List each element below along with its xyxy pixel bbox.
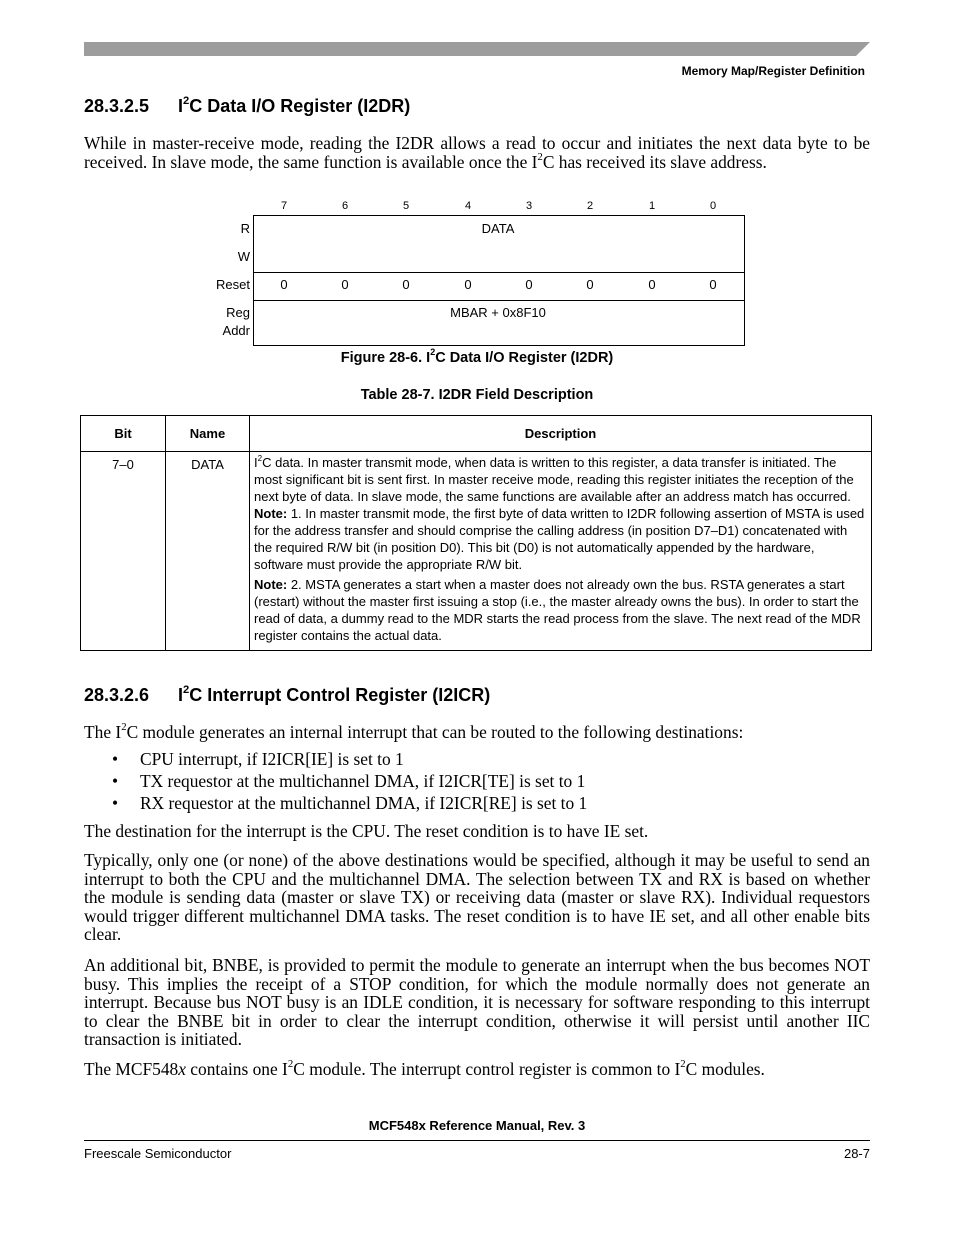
bit-number: 5 bbox=[402, 200, 410, 212]
row-label-addr: Addr bbox=[222, 323, 250, 338]
bit-number: 3 bbox=[525, 200, 533, 212]
section-heading-i2icr: 28.3.2.6 $I^2C$ Interrupt Control Register (I2ICR) bbox=[84, 683, 491, 705]
footer-company: Freescale Semiconductor bbox=[84, 1146, 232, 1161]
page-number: 28-7 bbox=[843, 1146, 870, 1161]
column-header: Description bbox=[250, 416, 872, 452]
list-item: • CPU interrupt, if I2ICR[IE] is set to 1 bbox=[112, 749, 404, 769]
typical-usage-paragraph: Typically, only one (or none) of the above destinations would be specified, although it may be useful to send an interrupt to both the CPU and the multichannel DMA. The selection between TX and RX is based on whether the module is sending data (master or slave TX) or receiving data (master or slave RX). Individual requestors would trigger different multichannel DMA tasks. The reset condition is to have IE set, and all other enable bits clear. bbox=[84, 850, 870, 945]
bnbe-paragraph: An additional bit, BNBE, is provided to permit the module to generate an interrupt when the bus becomes NOT busy. This implies the receipt of a STOP condition, for which the module normally does not generate an interrupt. Because bus NOT busy is an IDLE condition, it is necessary for software responding to this interrupt to clear the BNBE bit in order to clear the interrupt condition, otherwise it will persist until another IIC transaction is initiated. bbox=[84, 955, 870, 1050]
running-head: Memory Map/Register Definition bbox=[681, 64, 865, 78]
reset-value: 0 bbox=[709, 277, 717, 292]
row-label-w: W bbox=[237, 249, 250, 264]
note-2: Note: 2. MSTA generates a start when a master does not already own the bus. RSTA generates a start (restart) without the master first issuing a stop (i.e., the master already owns the bus). In order to start the read of data, a dummy read to the MDR starts the read process from the slave. The next read of the MDR register contains the actual data. bbox=[254, 577, 861, 643]
column-header: Name bbox=[166, 416, 250, 452]
description-text: $I^2C$ data. In master transmit mode, when data is written to this register, a data transfer is initiated. The most significant bit is sent first. In master receive mode, reading this register initiates the reception of the next byte of data. In slave mode, the same functions are available after an address match has occurred. bbox=[254, 453, 854, 504]
footer-rule bbox=[84, 1140, 870, 1141]
bit-cell: 7–0 bbox=[81, 452, 166, 651]
name-cell: DATA bbox=[166, 452, 250, 651]
column-header: Bit bbox=[81, 416, 166, 452]
bit-number: 6 bbox=[341, 200, 349, 212]
i2icr-intro-paragraph: The $I^2C$ module generates an internal interrupt that can be routed to the following destinations: bbox=[84, 721, 744, 742]
i2dr-intro-paragraph: While in master-receive mode, reading the I2DR allows a read to occur and initiates the next data byte to be received. In slave mode, the same function is available once the $I^2C$ has received its slave address. bbox=[84, 133, 870, 172]
destination-list bbox=[84, 748, 587, 814]
note-1: Note: 1. In master transmit mode, the first byte of data written to I2DR following assertion of MSTA is used for the address transfer and should comprise the calling address (in position D7–D1) concatenated with the required R/W bit (in position D0). This bit (D0) is not automatically appended by the hardware, software must provide the appropriate R/W bit. bbox=[254, 506, 865, 572]
destination-paragraph: The destination for the interrupt is the CPU. The reset condition is to have IE set. bbox=[84, 821, 649, 841]
table-title: Table 28-7. I2DR Field Description bbox=[360, 387, 594, 403]
list-item: • RX requestor at the multichannel DMA, if I2ICR[RE] is set to 1 bbox=[112, 793, 588, 813]
reset-value: 0 bbox=[648, 277, 656, 292]
row-label-reset: Reset bbox=[216, 277, 250, 292]
data-field: DATA bbox=[481, 221, 515, 236]
row-label-r: R bbox=[240, 221, 250, 236]
register-address: MBAR + 0x8F10 bbox=[450, 305, 546, 320]
reset-value: 0 bbox=[402, 277, 410, 292]
description-cell bbox=[250, 452, 872, 651]
reset-value: 0 bbox=[586, 277, 594, 292]
bit-number: 4 bbox=[464, 200, 472, 212]
reset-value: 0 bbox=[525, 277, 533, 292]
field-description-table bbox=[80, 415, 872, 651]
header-bar bbox=[84, 42, 870, 56]
reset-value: 0 bbox=[280, 277, 288, 292]
bit-number: 2 bbox=[586, 200, 594, 212]
module-count-paragraph: The MCF548x contains one $I^2C$ module. The interrupt control register is common to $I^2C$ modules. bbox=[84, 1058, 765, 1079]
footer-title: MCF548x Reference Manual, Rev. 3 bbox=[368, 1118, 586, 1133]
bit-number: 0 bbox=[709, 200, 717, 212]
section-heading-i2dr: 28.3.2.5 $I^2C$ Data I/O Register (I2DR) bbox=[84, 94, 411, 116]
figure-caption: Figure 28-6. $I^2C$ Data I/O Register (I2DR) bbox=[340, 347, 614, 366]
list-item: • TX requestor at the multichannel DMA, if I2ICR[TE] is set to 1 bbox=[112, 771, 586, 791]
table-row bbox=[81, 452, 872, 651]
reset-value: 0 bbox=[464, 277, 472, 292]
reset-value: 0 bbox=[341, 277, 349, 292]
bit-number: 7 bbox=[280, 200, 288, 212]
section-number: 28.3.2.5 bbox=[84, 96, 150, 116]
section-number: 28.3.2.6 bbox=[84, 685, 150, 705]
row-label-reg: Reg bbox=[226, 305, 250, 320]
bit-number: 1 bbox=[648, 200, 656, 212]
